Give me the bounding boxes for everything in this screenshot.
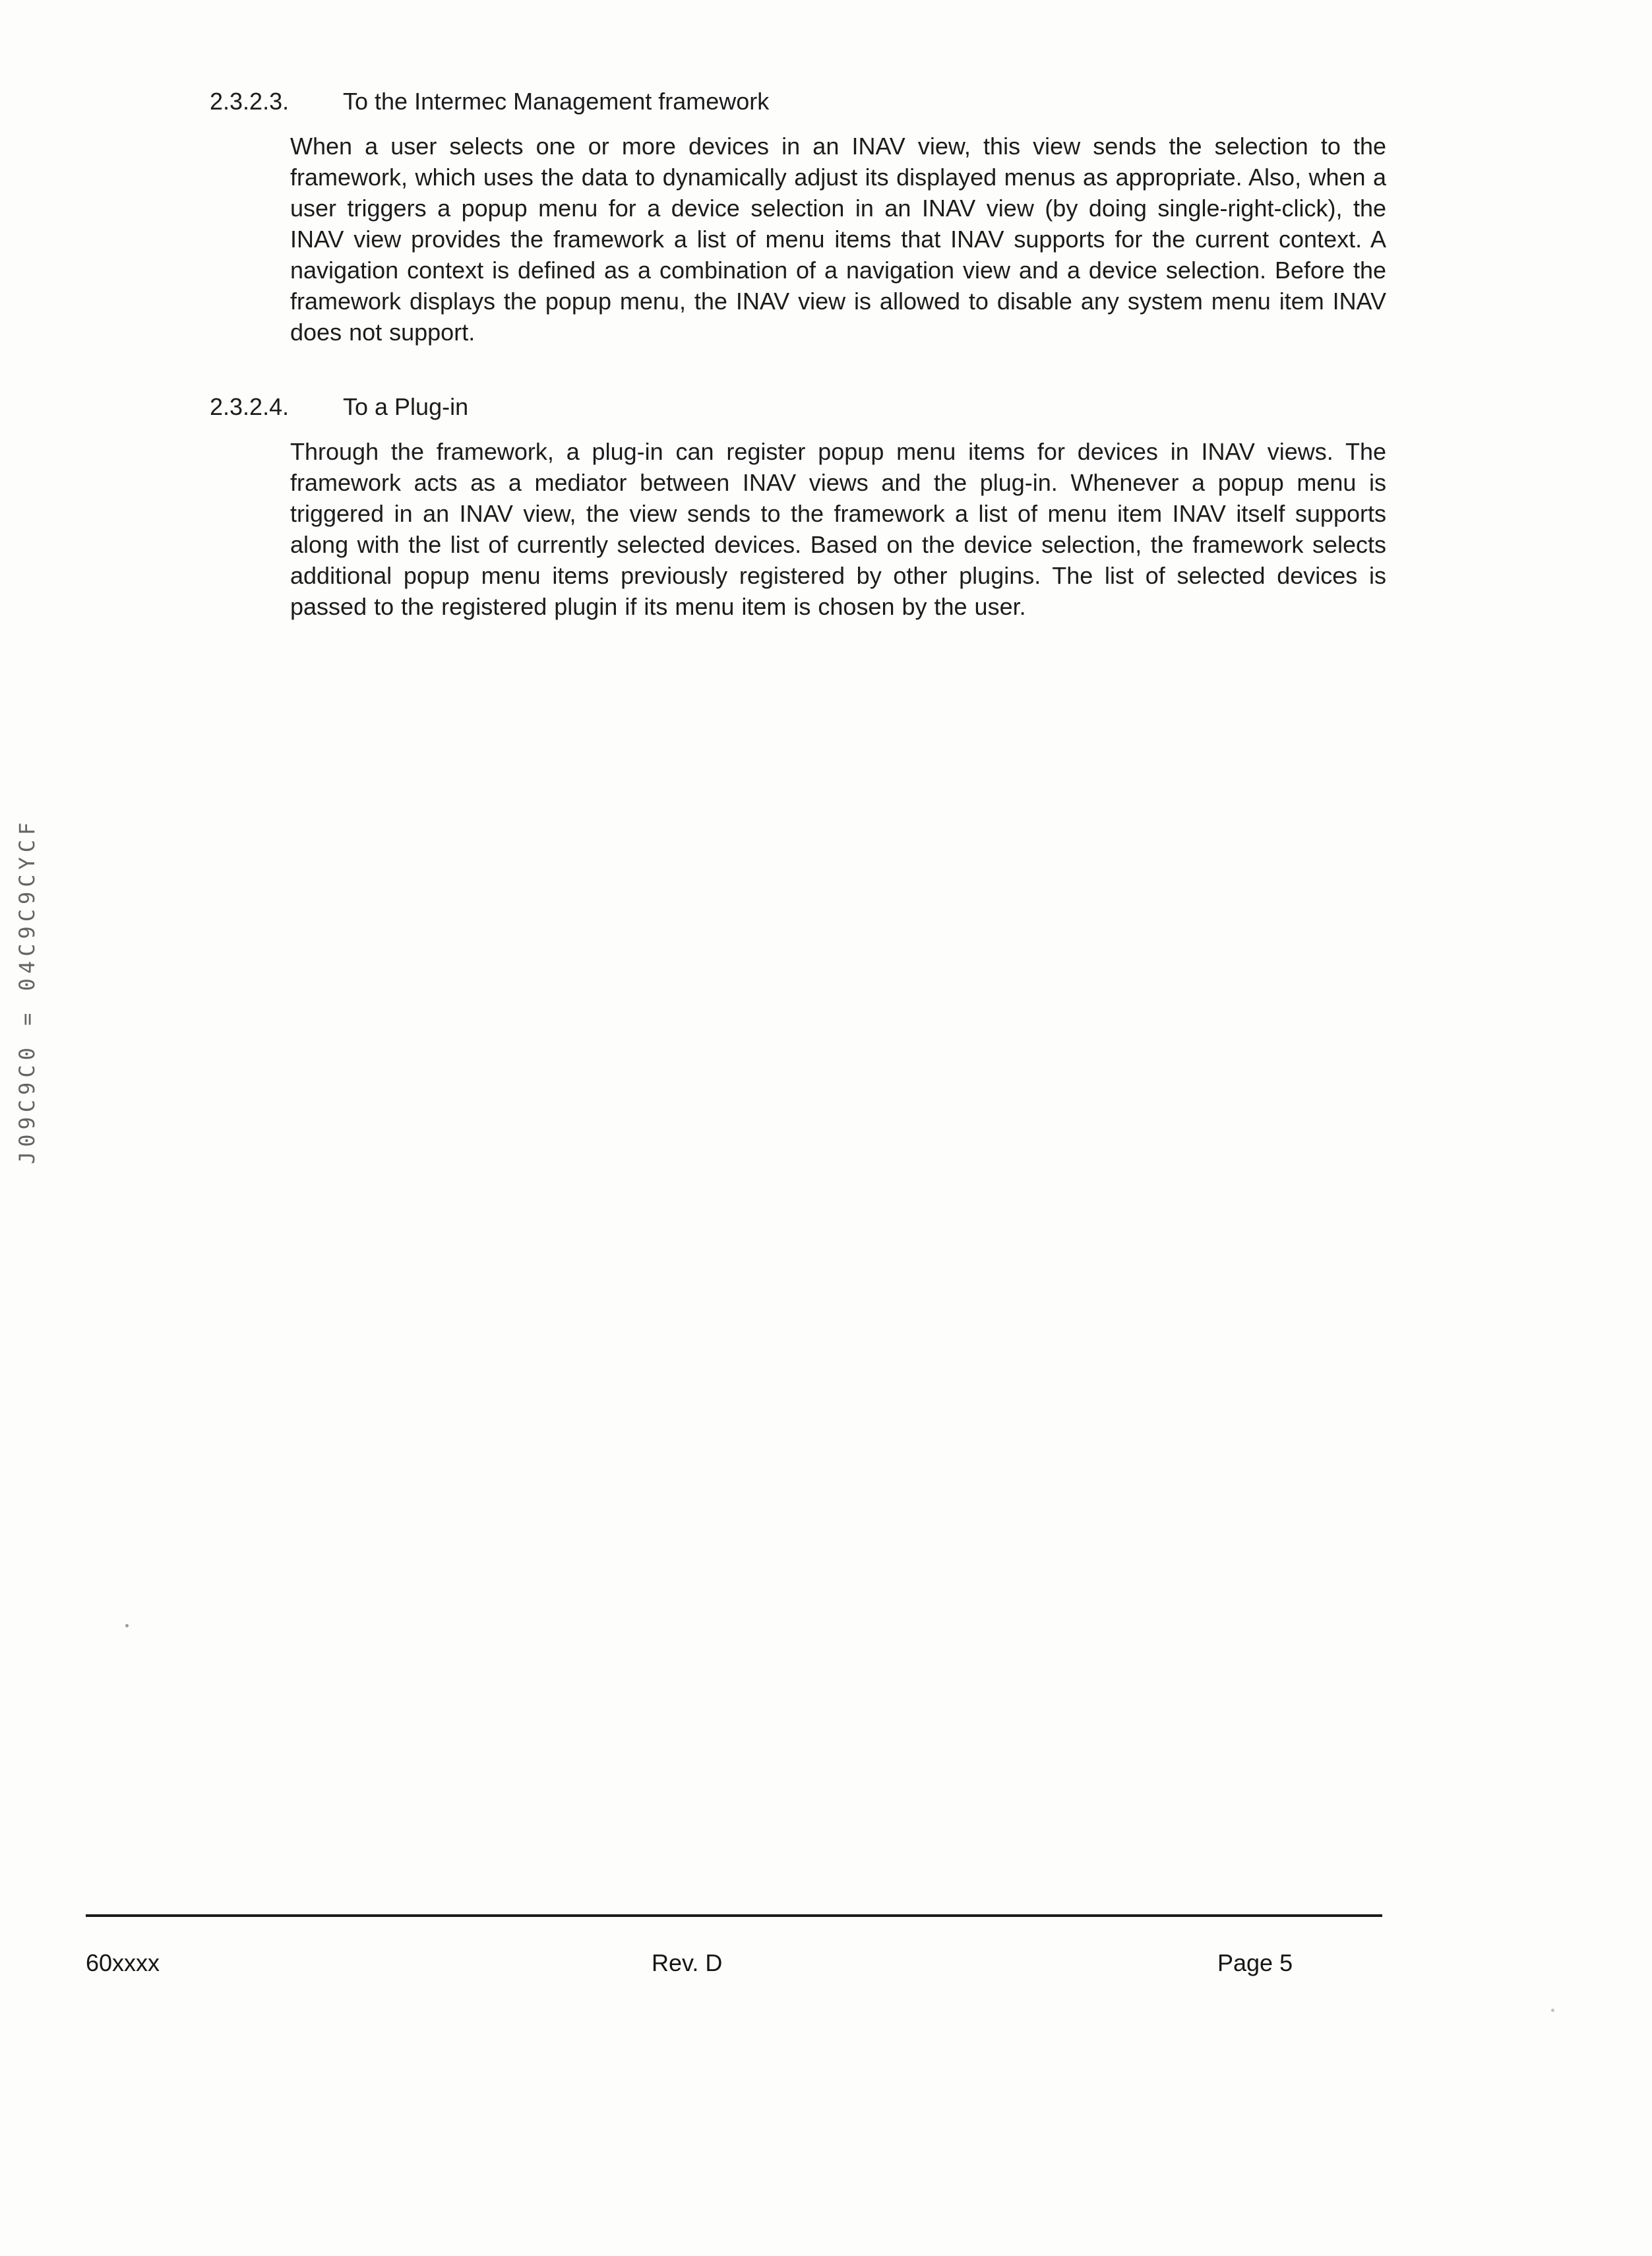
section-heading [210, 391, 1403, 422]
margin-fax-stamp: J09C9C0 = 04C9C9CYCF [15, 817, 40, 1164]
section-2-3-2-4 [210, 391, 1403, 622]
document-body [210, 86, 1403, 622]
section-paragraph: When a user selects one or more devices in an INAV view, this view sends the selection to the framework, which uses the data to dynamically adjust its displayed menus as appropriate. Also, when a user triggers a popup menu for a device selection in an INAV view (by doing single-right-click), the INAV view provides the framework a list of menu items that INAV supports for the current context. A navigation context is defined as a combination of a navigation view and a device selection. Before the framework displays the popup menu, the INAV view is allowed to disable any system menu item INAV does not support. [290, 133, 1386, 346]
section-paragraph: Through the framework, a plug-in can register popup menu items for devices in INAV views. The framework acts as a mediator between INAV views and the plug-in. Whenever a popup menu is triggered in an INAV view, the view sends to the framework a list of menu item INAV itself supports along with the list of currently selected devices. Based on the device selection, the framework selects additional popup menu items previously registered by other plugins. The list of selected devices is passed to the registered plugin if its menu item is chosen by the user. [290, 438, 1386, 620]
scan-speck [1551, 2009, 1554, 2012]
section-number: 2.3.2.3. [210, 88, 290, 115]
footer-page-number: Page 5 [1217, 1949, 1293, 1976]
section-title: To a Plug-in [343, 393, 469, 420]
section-heading [210, 86, 1403, 117]
footer-divider [86, 1914, 1382, 1917]
section-2-3-2-3 [210, 86, 1403, 348]
footer-revision: Rev. D [652, 1949, 723, 1976]
section-title: To the Intermec Management framework [343, 88, 770, 115]
section-number: 2.3.2.4. [210, 393, 290, 420]
footer-doc-number: 60xxxx [86, 1949, 160, 1976]
scan-speck [125, 1624, 129, 1627]
